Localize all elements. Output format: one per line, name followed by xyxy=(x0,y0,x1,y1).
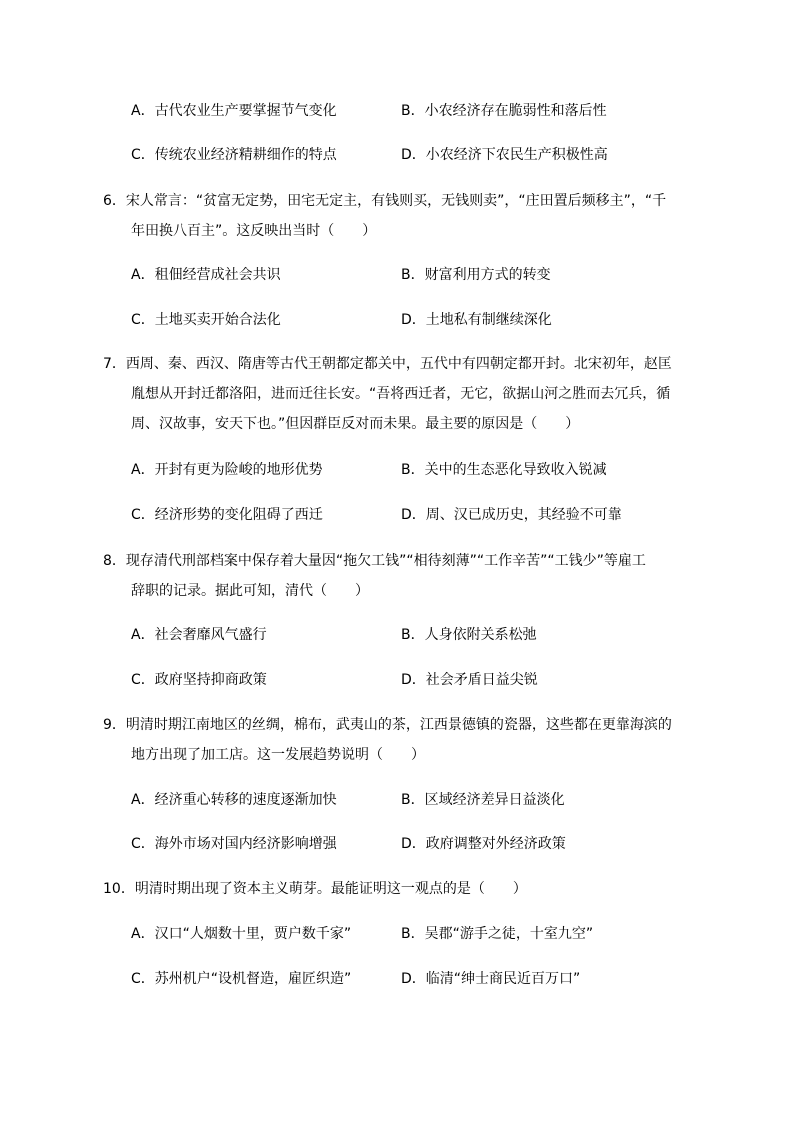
option-right: D．社会矛盾日益尖锐 xyxy=(401,672,538,688)
option-row xyxy=(0,968,794,990)
question-line: 6．宋人常言：“贫富无定势，田宅无定主，有钱则买，无钱则卖”，“庄田置后频移主”，“千 xyxy=(103,193,667,209)
question-line: 7．西周、秦、西汉、隋唐等古代王朝都定都关中，五代中有四朝定都开封。北宋初年，赵匡 xyxy=(103,356,672,372)
option-right: D．小农经济下农民生产积极性高 xyxy=(401,147,608,163)
option-right: B．小农经济存在脆弱性和落后性 xyxy=(401,103,607,119)
question-line: 10．明清时期出现了资本主义萌芽。最能证明这一观点的是（ ） xyxy=(103,881,527,897)
option-left: A．租佃经营成社会共识 xyxy=(131,267,281,283)
question-line: 年田换八百主”。这反映出当时（ ） xyxy=(131,223,377,239)
option-right: D．临清“绅士商民近百万口” xyxy=(401,971,581,987)
option-right: D．政府调整对外经济政策 xyxy=(401,836,566,852)
question-line: 胤想从开封迁都洛阳，进而迁往长安。“吾将西迁者，无它，欲据山河之胜而去冗兵，循 xyxy=(131,386,671,402)
option-right: D．周、汉已成历史，其经验不可靠 xyxy=(401,507,622,523)
question-line: 9．明清时期江南地区的丝绸，棉布，武夷山的茶，江西景德镇的瓷器，这些都在更靠海滨的 xyxy=(103,717,672,733)
option-right: B．关中的生态恶化导致收入锐减 xyxy=(401,462,607,478)
option-left: A．汉口“人烟数十里，贾户数千家” xyxy=(131,926,352,942)
option-left: C．传统农业经济精耕细作的特点 xyxy=(131,147,337,163)
option-left: C．海外市场对国内经济影响增强 xyxy=(131,836,337,852)
option-row xyxy=(0,309,794,331)
option-right: B．财富利用方式的转变 xyxy=(401,267,551,283)
option-row xyxy=(0,789,794,811)
option-left: A．经济重心转移的速度逐渐加快 xyxy=(131,792,337,808)
option-left: A．社会奢靡风气盛行 xyxy=(131,627,267,643)
question-line: 周、汉故事，安天下也。”但因群臣反对而未果。最主要的原因是（ ） xyxy=(131,416,580,432)
option-left: C．土地买卖开始合法化 xyxy=(131,312,281,328)
option-right: B．人身依附关系松弛 xyxy=(401,627,537,643)
option-row xyxy=(0,459,794,481)
option-row xyxy=(0,144,794,166)
option-row xyxy=(0,100,794,122)
option-row xyxy=(0,833,794,855)
option-row xyxy=(0,923,794,945)
option-row xyxy=(0,669,794,691)
option-left: A．开封有更为险峻的地形优势 xyxy=(131,462,323,478)
option-row xyxy=(0,504,794,526)
option-row xyxy=(0,624,794,646)
option-right: D．土地私有制继续深化 xyxy=(401,312,552,328)
option-row xyxy=(0,264,794,286)
option-right: B．区域经济差异日益淡化 xyxy=(401,792,565,808)
question-line: 辞职的记录。据此可知，清代（ ） xyxy=(131,583,369,599)
option-left: C．经济形势的变化阻碍了西迁 xyxy=(131,507,323,523)
option-right: B．吴郡“游手之徒，十室九空” xyxy=(401,926,594,942)
option-left: C．政府坚持抑商政策 xyxy=(131,672,267,688)
question-line: 地方出现了加工店。这一发展趋势说明（ ） xyxy=(131,747,425,763)
option-left: A．古代农业生产要掌握节气变化 xyxy=(131,103,337,119)
question-line: 8．现存清代刑部档案中保存着大量因“拖欠工钱”“相待刻薄”“工作辛苦”“工钱少”等雇工 xyxy=(103,553,646,569)
option-left: C．苏州机户“设机督造，雇匠织造” xyxy=(131,971,352,987)
